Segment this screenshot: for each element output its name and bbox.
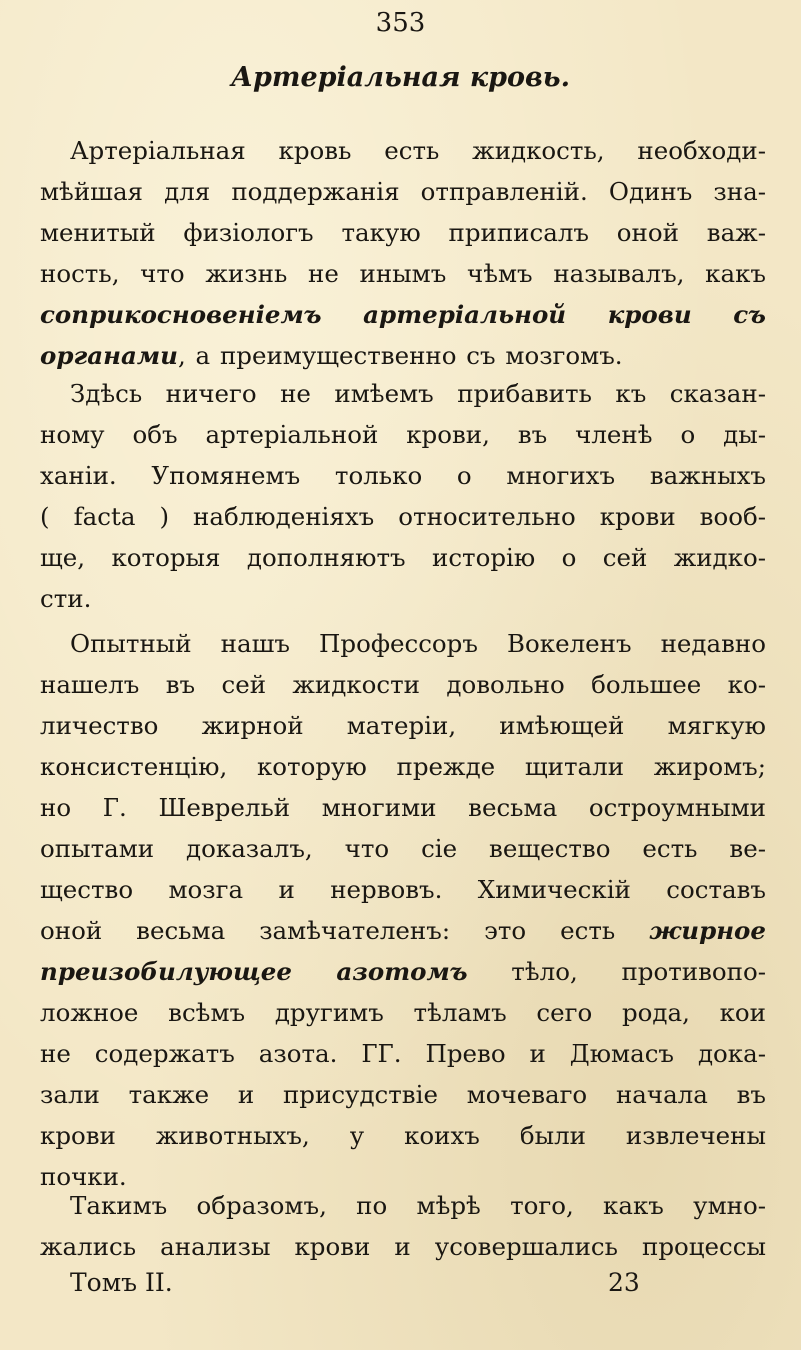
text-line: [40, 1226, 766, 1267]
signature-number: 23: [608, 1268, 640, 1297]
volume-label: Томъ II.: [70, 1268, 173, 1297]
text-line: [40, 294, 766, 335]
text-line: [40, 414, 766, 455]
text-line: [40, 1033, 766, 1074]
text-line: [40, 705, 766, 746]
paragraph-1: [40, 130, 766, 376]
text-run: ( facta ) наблюденіяхъ относительно крови вооб-: [40, 502, 766, 531]
paragraph-2: [40, 373, 766, 619]
text-line: [40, 578, 766, 619]
text-run: сти.: [40, 584, 92, 613]
text-run: мѣйшая для поддержанія отправленій. Одинъ зна-: [40, 177, 766, 206]
text-run: Артеріальная кровь есть жидкость, необходи-: [70, 136, 766, 165]
section-heading: Артеріальная кровь.: [231, 62, 570, 93]
text-line: [40, 496, 766, 537]
text-run: щество мозга и нервовъ. Химическій составъ: [40, 875, 766, 904]
text-line: [40, 746, 766, 787]
text-line: [40, 910, 766, 951]
text-line: [40, 537, 766, 578]
text-line: [40, 1074, 766, 1115]
text-line: [40, 212, 766, 253]
text-line: [40, 171, 766, 212]
page-footer: [0, 1263, 801, 1303]
text-run: ханіи. Упомянемъ только о многихъ важныхъ: [40, 461, 766, 490]
text-run: личество жирной матеріи, имѣющей мягкую: [40, 711, 766, 740]
text-run: консистенцію, которую прежде щитали жиромъ;: [40, 752, 766, 781]
text-run: Такимъ образомъ, по мѣрѣ того, какъ умно-: [70, 1191, 766, 1220]
text-run: зали также и присудствіе мочеваго начала въ: [40, 1080, 766, 1109]
text-line: [40, 992, 766, 1033]
text-line: [40, 130, 766, 171]
text-run: ному объ артеріальной крови, въ членѣ о ды-: [40, 420, 766, 449]
emphasized-text: преизобилующее азотомъ: [40, 957, 468, 986]
emphasized-text: жирное: [649, 916, 766, 945]
text-run: нашелъ въ сей жидкости довольно большее ко-: [40, 670, 766, 699]
text-run: Опытный нашъ Профессоръ Вокеленъ недавно: [70, 629, 766, 658]
text-line: [40, 1185, 766, 1226]
text-run: , а преимущественно съ мозгомъ.: [177, 341, 623, 370]
text-line: [40, 335, 766, 376]
text-line: [40, 951, 766, 992]
emphasized-text: органами: [40, 341, 178, 370]
paragraph-4: [40, 1185, 766, 1267]
emphasized-text: соприкосновеніемъ артеріальной крови съ: [40, 300, 766, 329]
text-run: опытами доказалъ, что сіе вещество есть ве-: [40, 834, 766, 863]
text-run: крови животныхъ, у коихъ были извлечены: [40, 1121, 766, 1150]
text-line: [40, 1115, 766, 1156]
text-run: ность, что жизнь не инымъ чѣмъ называлъ, какъ: [40, 259, 766, 288]
text-run: ложное всѣмъ другимъ тѣламъ сего рода, кои: [40, 998, 766, 1027]
text-line: [40, 787, 766, 828]
text-line: [40, 828, 766, 869]
text-line: [40, 253, 766, 294]
text-run: Здѣсь ничего не имѣемъ прибавить къ сказан-: [70, 379, 766, 408]
paragraph-3: [40, 623, 766, 1197]
text-run: оной весьма замѣчателенъ: это есть: [40, 916, 650, 945]
text-line: [40, 623, 766, 664]
text-line: [40, 455, 766, 496]
text-run: но Г. Шеврельй многими весьма остроумными: [40, 793, 766, 822]
text-run: тѣло, противопо-: [467, 957, 766, 986]
page-number: 353: [375, 8, 426, 38]
text-line: [40, 664, 766, 705]
text-run: ще, которыя дополняютъ исторію о сей жидко-: [40, 543, 766, 572]
text-line: [40, 373, 766, 414]
text-run: жались анализы крови и усовершались процессы: [40, 1232, 766, 1261]
text-run: менитый физіологъ такую приписалъ оной важ-: [40, 218, 766, 247]
text-run: не содержатъ азота. ГГ. Прево и Дюмасъ дока-: [40, 1039, 766, 1068]
text-line: [40, 869, 766, 910]
text-run: почки.: [40, 1162, 127, 1191]
